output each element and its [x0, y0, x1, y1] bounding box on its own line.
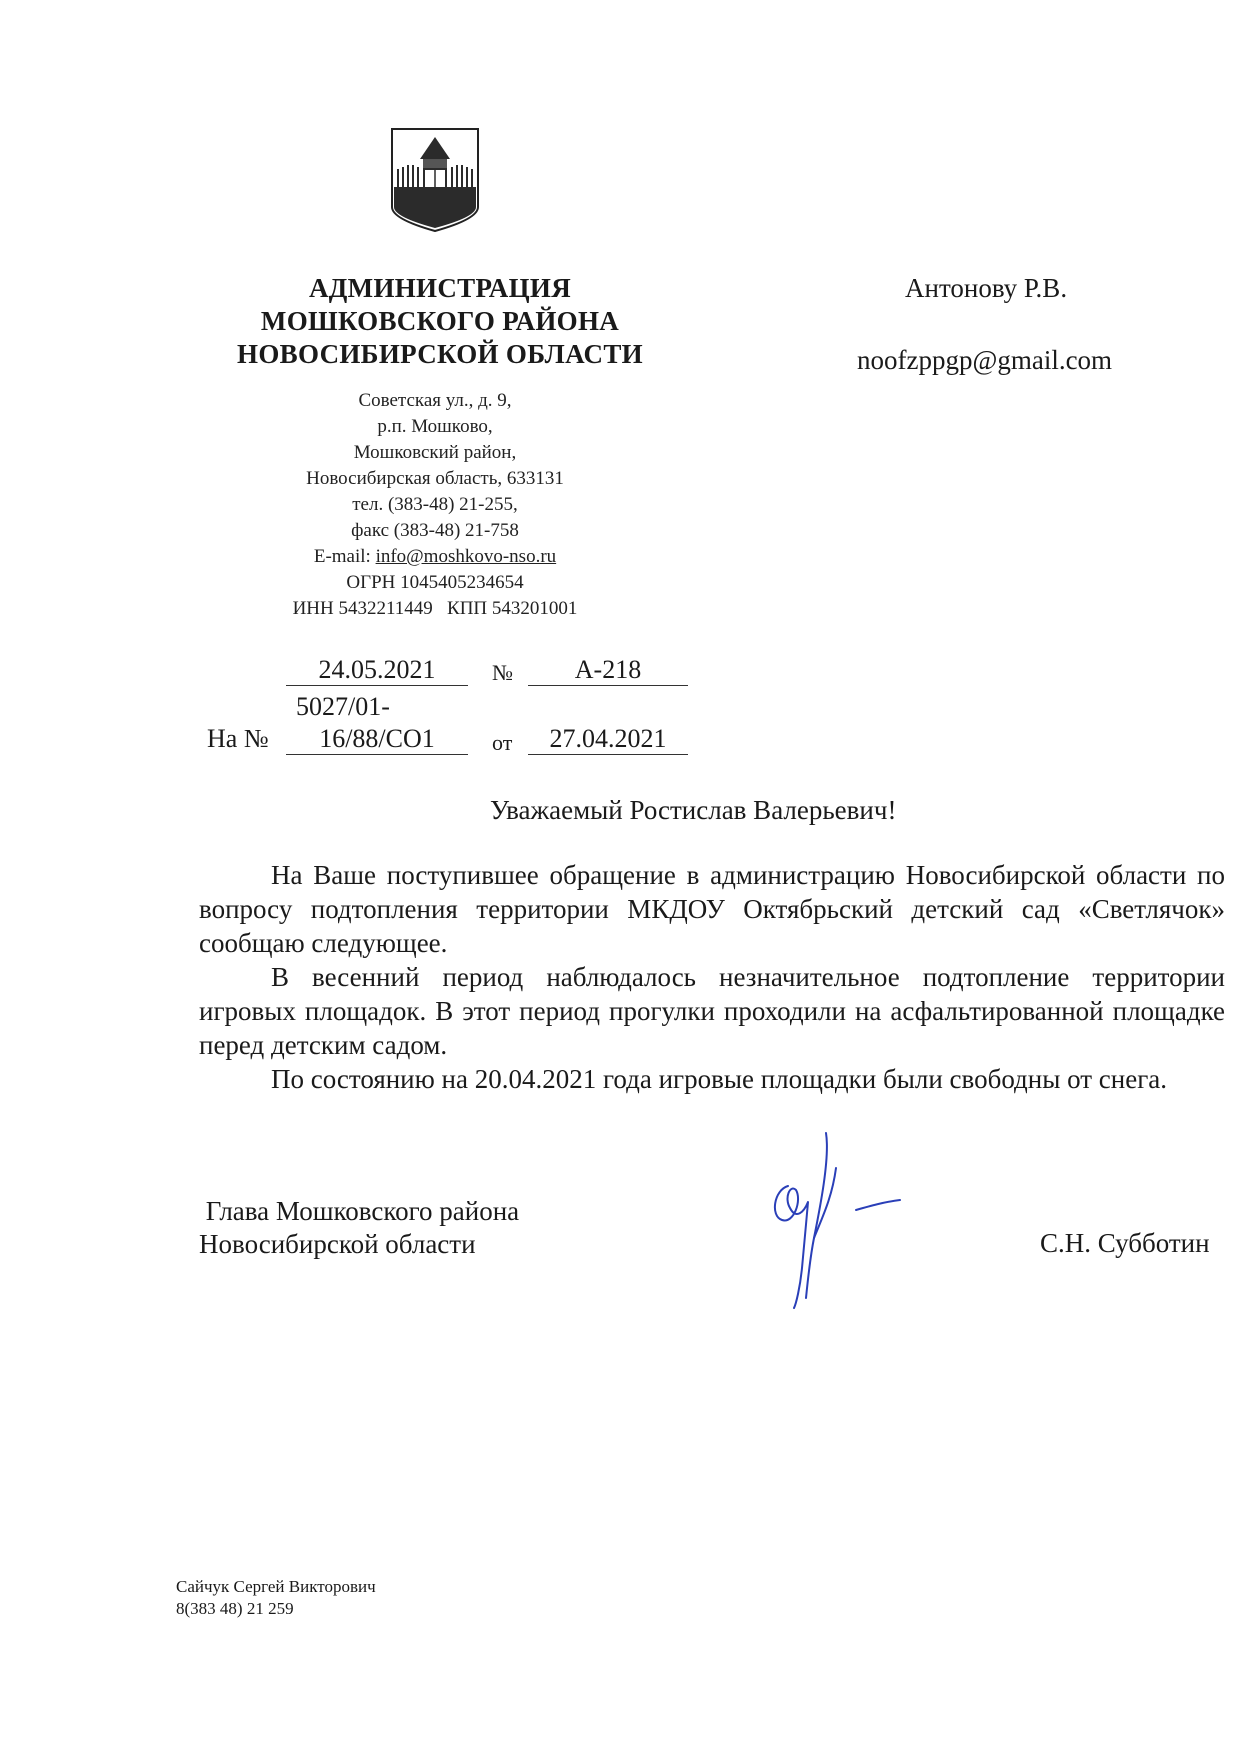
outgoing-number: А-218	[528, 655, 688, 686]
inn-kpp-line: ИНН 5432211449 КПП 543201001	[292, 598, 578, 619]
salutation: Уважаемый Ростислав Валерьевич!	[490, 795, 897, 825]
registration-block	[0, 0, 1242, 760]
ref-date: 27.04.2021	[528, 724, 688, 755]
ogrn-line: ОГРН 1045405234654	[346, 572, 524, 593]
signer-name: С.Н. Субботин	[1040, 1228, 1210, 1258]
signer-title-line: Новосибирской области	[199, 1229, 476, 1259]
signer-title-line: Глава Мошковского района	[199, 1196, 520, 1226]
ref-label: На №	[207, 724, 269, 753]
outgoing-date: 24.05.2021	[286, 655, 468, 686]
executor-phone: 8(383 48) 21 259	[176, 1599, 294, 1618]
address-line: р.п. Мошково,	[377, 416, 493, 437]
recipient-email: noofzppgp@gmail.com	[857, 345, 1113, 375]
address-line: Новосибирская область, 633131	[306, 468, 564, 489]
body-paragraph: На Ваше поступившее обращение в администрацию Новосибирской области по вопросу подтопления территории МКДОУ Октябрьский детский сад «Светлячок» сообщаю следующее.	[199, 860, 1225, 958]
recipient-name: Антонову Р.В.	[905, 273, 1068, 303]
letter-body	[199, 858, 1225, 1096]
handwritten-signature	[760, 1128, 920, 1313]
fax-line: факс (383-48) 21-758	[351, 520, 519, 541]
ref-number-line2: 16/88/СО1	[286, 724, 468, 755]
phone-line: тел. (383-48) 21-255,	[352, 494, 518, 515]
org-name-line: МОШКОВСКОГО РАЙОНА	[260, 306, 620, 336]
body-paragraph: По состоянию на 20.04.2021 года игровые площадки были свободны от снега.	[271, 1064, 1168, 1094]
org-name-line: АДМИНИСТРАЦИЯ	[308, 273, 571, 303]
address-line: Советская ул., д. 9,	[358, 390, 512, 411]
email-label: E-mail:	[313, 546, 376, 567]
executor-info	[176, 1576, 376, 1620]
executor-name: Сайчук Сергей Викторович	[176, 1577, 376, 1596]
ref-number-line1: 5027/01-	[296, 692, 390, 721]
number-label: №	[492, 660, 513, 685]
org-name-line: НОВОСИБИРСКОЙ ОБЛАСТИ	[237, 339, 643, 369]
address-line: Мошковский район,	[353, 442, 517, 463]
signer-title	[199, 1195, 519, 1261]
ref-date-label: от	[492, 730, 513, 755]
body-paragraph: В весенний период наблюдалось незначительное подтопление территории игровых площадок. В этот период прогулки проходили на асфальтированной площадке перед детским садом.	[199, 962, 1225, 1060]
email-link[interactable]: info@moshkovo-nso.ru	[375, 546, 557, 567]
